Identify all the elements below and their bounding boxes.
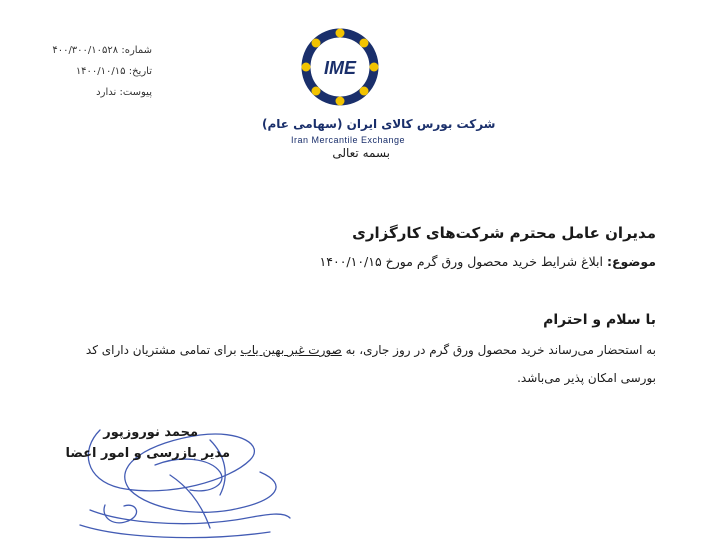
salutation-top: بسمه تعالی	[332, 146, 390, 160]
body-part-2: برای تمامی مشتریان دارای کد	[85, 343, 241, 357]
recipient: مدیران عامل محترم شرکت‌های کارگزاری	[352, 224, 656, 242]
logo-name-fa: شرکت بورس کالای ایران (سهامی عام)	[262, 117, 496, 131]
signer-name: محمد نوروزپور	[103, 425, 198, 440]
date-label: تاریخ:	[128, 66, 152, 77]
date-value: ۱۴۰۰/۱۰/۱۵	[75, 66, 126, 77]
signer-title: مدیر بازرسی و امور اعضا	[65, 446, 230, 461]
ime-logo-icon	[290, 22, 390, 112]
body-line-2: بورسی امکان پذیر می‌باشد.	[517, 371, 656, 385]
number-label: شماره:	[121, 45, 152, 56]
logo-acronym: IME	[323, 58, 357, 78]
attachment-value: ندارد	[96, 87, 117, 98]
subject-label: موضوع:	[606, 254, 656, 269]
letter-attachment	[96, 87, 152, 98]
letter-date	[76, 66, 152, 77]
letter-number	[52, 45, 152, 56]
subject-line	[320, 254, 656, 269]
subject-text: ابلاغ شرایط خرید محصول ورق گرم مورخ ۱۴۰۰/۱۰/۱۵	[319, 254, 603, 269]
attachment-label: پیوست:	[119, 87, 152, 98]
number-value: ۴۰۰/۳۰۰/۱۰۵۲۸	[52, 45, 119, 56]
greeting: با سلام و احترام	[543, 312, 656, 328]
logo-name-en: Iran Mercantile Exchange	[291, 135, 406, 145]
body-line-1	[86, 343, 656, 357]
body-underlined: صورت غیر بهین یاب	[240, 343, 342, 357]
body-part-1: به استحضار می‌رساند خرید محصول ورق گرم در روز جاری، به	[341, 343, 656, 357]
